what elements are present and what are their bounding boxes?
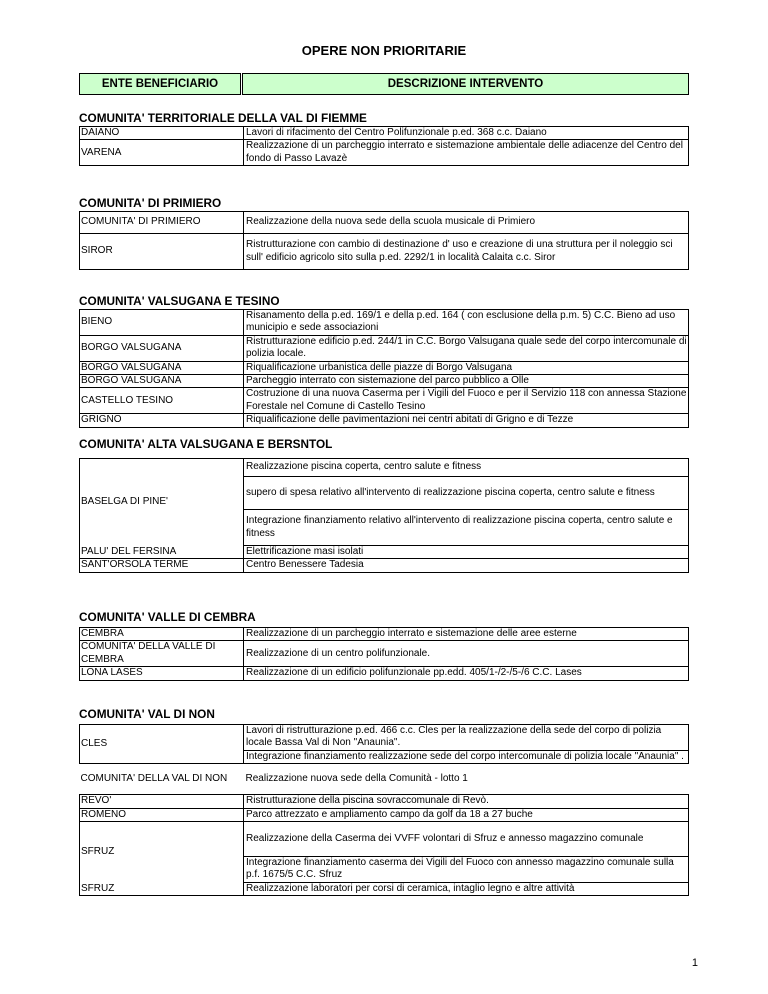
ente-cell: CEMBRA — [80, 628, 244, 641]
table-row — [80, 559, 689, 572]
header-descrizione: DESCRIZIONE INTERVENTO — [242, 73, 689, 95]
section-title: COMUNITA' TERRITORIALE DELLA VAL DI FIEMME — [79, 111, 367, 125]
ente-cell: SFRUZ — [80, 822, 244, 883]
ente-cell: BORGO VALSUGANA — [80, 375, 244, 388]
table-row — [80, 234, 689, 270]
section-title: COMUNITA' VAL DI NON — [79, 707, 215, 721]
table-row — [80, 459, 689, 477]
desc-cell: Realizzazione di un centro polifunzionale. — [244, 641, 689, 667]
section-valsugana-tesino — [79, 293, 689, 428]
ente-cell: REVO' — [80, 795, 244, 808]
desc-cell: Integrazione finanziamento relativo all'intervento di realizzazione piscina coperta, centro salute e fitness — [244, 510, 689, 546]
desc-cell: supero di spesa relativo all'intervento di realizzazione piscina coperta, centro salute e fitness — [244, 477, 689, 510]
ente-cell: PALU' DEL FERSINA — [80, 546, 244, 559]
table-row — [80, 361, 689, 374]
ente-cell: BORGO VALSUGANA — [80, 335, 244, 361]
desc-cell: Integrazione finanziamento realizzazione sede del corpo intercomunale di polizia locale "Anaunia" . — [244, 750, 689, 763]
ente-cell: GRIGNO — [80, 414, 244, 427]
table-row — [80, 764, 689, 795]
desc-cell: Centro Benessere Tadesia — [244, 559, 689, 572]
section-title: COMUNITA' VALSUGANA E TESINO — [79, 294, 280, 308]
section-primiero — [79, 195, 689, 270]
section-table — [79, 458, 689, 573]
section-title: COMUNITA' VALLE DI CEMBRA — [79, 610, 256, 624]
table-row — [80, 882, 689, 895]
desc-cell: Parco attrezzato e ampliamento campo da golf da 18 a 27 buche — [244, 808, 689, 821]
desc-cell: Risanamento della p.ed. 169/1 e della p.ed. 164 ( con esclusione della p.m. 5) C.C. Bieno ad uso municipio e sede associazioni — [244, 310, 689, 336]
ente-cell: DAIANO — [80, 127, 244, 140]
desc-cell: Lavori di ristrutturazione p.ed. 466 c.c. Cles per la realizzazione della sede del corpo di polizia locale Bassa Val di Non "Anaunia". — [244, 725, 689, 751]
ente-cell: BORGO VALSUGANA — [80, 361, 244, 374]
ente-cell: CASTELLO TESINO — [80, 388, 244, 414]
desc-cell: Realizzazione laboratori per corsi di ceramica, intaglio legno e altre attività — [244, 882, 689, 895]
ente-cell: BASELGA DI PINE' — [80, 459, 244, 546]
section-table — [79, 211, 689, 270]
desc-cell: Ristrutturazione con cambio di destinazione d' uso e creazione di una struttura per il noleggio sci sull' edificio agricolo sito sulla p.ed. 2292/1 in località Calaita c.c. Siror — [244, 234, 689, 270]
ente-cell: CLES — [80, 725, 244, 764]
desc-cell: Costruzione di una nuova Caserma per i Vigili del Fuoco e per il Servizio 118 con annessa Stazione Forestale nel Comune di Castello Tesino — [244, 388, 689, 414]
table-header — [79, 73, 689, 95]
table-row — [80, 212, 689, 234]
ente-cell: COMUNITA' DI PRIMIERO — [80, 212, 244, 234]
desc-cell: Riqualificazione delle pavimentazioni nei centri abitati di Grigno e di Tezze — [244, 414, 689, 427]
table-row — [80, 335, 689, 361]
header-ente: ENTE BENEFICIARIO — [79, 73, 241, 95]
table-row — [80, 127, 689, 140]
section-table — [79, 126, 689, 166]
section-table — [79, 724, 689, 896]
section-title: COMUNITA' ALTA VALSUGANA E BERSNTOL — [79, 437, 333, 451]
desc-cell: Ristrutturazione edificio p.ed. 244/1 in C.C. Borgo Valsugana quale sede del corpo intercomunale di polizia locale. — [244, 335, 689, 361]
desc-cell: Integrazione finanziamento caserma dei Vigili del Fuoco con annesso magazzino comunale sulla p.f. 1675/5 C.C. Sfruz — [244, 857, 689, 883]
table-row — [80, 628, 689, 641]
table-row — [80, 140, 689, 166]
section-title: COMUNITA' DI PRIMIERO — [79, 196, 222, 210]
desc-cell: Lavori di rifacimento del Centro Polifunzionale p.ed. 368 c.c. Daiano — [244, 127, 689, 140]
ente-cell: COMUNITA' DELLA VAL DI NON — [80, 764, 244, 795]
desc-cell: Realizzazione di un parcheggio interrato e sistemazione ambientale delle adiacenze del Centro del fondo di Passo Lavazè — [244, 140, 689, 166]
desc-cell: Parcheggio interrato con sistemazione del parco pubblico a Olle — [244, 375, 689, 388]
desc-cell: Realizzazione piscina coperta, centro salute e fitness — [244, 459, 689, 477]
section-cembra — [79, 609, 689, 681]
table-row — [80, 822, 689, 857]
section-fiemme — [79, 110, 689, 166]
desc-cell: Riqualificazione urbanistica delle piazze di Borgo Valsugana — [244, 361, 689, 374]
ente-cell: SFRUZ — [80, 882, 244, 895]
section-val-di-non — [79, 706, 689, 896]
desc-cell: Ristrutturazione della piscina sovraccomunale di Revò. — [244, 795, 689, 808]
table-row — [80, 808, 689, 821]
table-row — [80, 414, 689, 427]
desc-cell: Realizzazione nuova sede della Comunità - lotto 1 — [244, 764, 689, 795]
ente-cell: LONA LASES — [80, 667, 244, 680]
page-title: OPERE NON PRIORITARIE — [301, 43, 467, 58]
desc-cell: Elettrificazione masi isolati — [244, 546, 689, 559]
table-row — [80, 546, 689, 559]
ente-cell: SIROR — [80, 234, 244, 270]
table-row — [80, 795, 689, 808]
page-number: 1 — [691, 957, 698, 969]
ente-cell: COMUNITA' DELLA VALLE DI CEMBRA — [80, 641, 244, 667]
desc-cell: Realizzazione della nuova sede della scuola musicale di Primiero — [244, 212, 689, 234]
table-row — [80, 388, 689, 414]
section-table — [79, 627, 689, 681]
table-row — [80, 375, 689, 388]
desc-cell: Realizzazione di un parcheggio interrato e sistemazione delle aree esterne — [244, 628, 689, 641]
ente-cell: SANT'ORSOLA TERME — [80, 559, 244, 572]
section-alta-valsugana — [79, 436, 689, 573]
table-row — [80, 310, 689, 336]
ente-cell: VARENA — [80, 140, 244, 166]
section-table — [79, 309, 689, 428]
ente-cell: BIENO — [80, 310, 244, 336]
table-row — [80, 667, 689, 680]
table-row — [80, 725, 689, 751]
desc-cell: Realizzazione di un edificio polifunzionale pp.edd. 405/1-/2-/5-/6 C.C. Lases — [244, 667, 689, 680]
desc-cell: Realizzazione della Caserma dei VVFF volontari di Sfruz e annesso magazzino comunale — [244, 822, 689, 857]
ente-cell: ROMENO — [80, 808, 244, 821]
table-row — [80, 641, 689, 667]
